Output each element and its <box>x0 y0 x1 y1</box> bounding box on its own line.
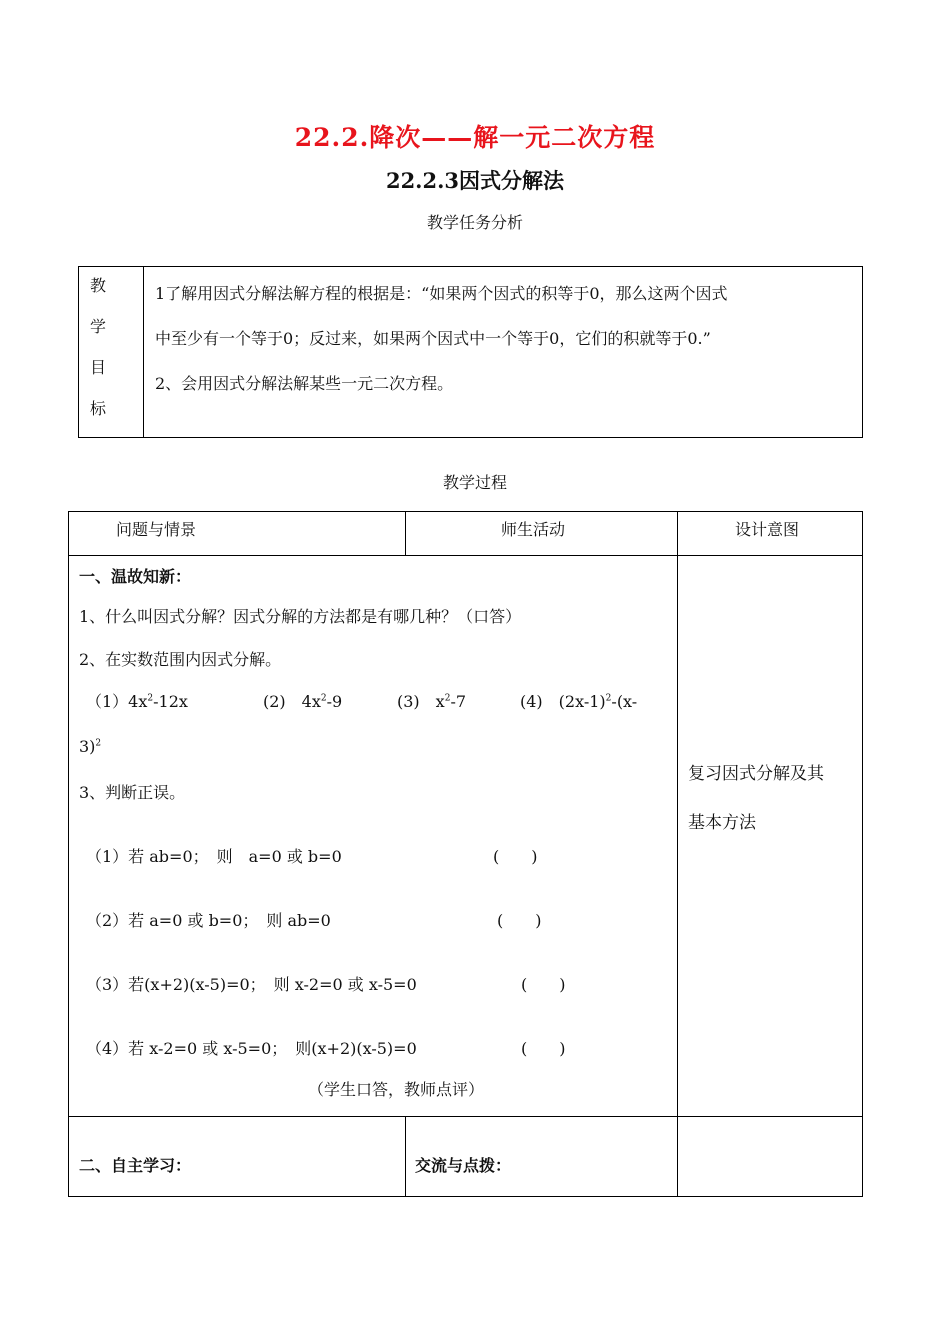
process-table <box>68 511 863 1197</box>
objectives-label <box>79 267 144 437</box>
section1-title: 一、温故知新： <box>79 567 192 586</box>
question-1: 1、什么叫因式分解？因式分解的方法都是有哪几种？（口答） <box>79 607 522 626</box>
expression-4: (4) $(2x-1)^2-(x-$ <box>520 692 638 711</box>
header-intent: 设计意图 <box>735 520 800 539</box>
lesson-subtitle: 22.2.3因式分解法 <box>385 168 565 193</box>
table-border <box>68 511 863 512</box>
task-analysis-caption: 教学任务分析 <box>426 213 523 232</box>
judgment-4: （4）若 x-2=0 或 x-5=0； 则(x+2)(x-5)=0 <box>86 1039 417 1058</box>
expression-3: (3) $x^2-7$ <box>397 692 467 711</box>
table-border <box>405 511 406 555</box>
objectives-table <box>78 266 863 438</box>
judgment-3: （3）若(x+2)(x-5)=0； 则 x-2=0 或 x-5=0 <box>86 975 417 994</box>
judgment-2: （2）若 a=0 或 b=0； 则 ab=0 <box>86 911 331 930</box>
objective-line: 1了解用因式分解法解方程的根据是：“如果两个因式的积等于0，那么这两个因式 <box>155 284 728 303</box>
lesson-title: 22.2.降次——解一元二次方程 <box>294 123 656 152</box>
table-border <box>405 1116 406 1197</box>
judgment-1-blank[interactable]: ( ) <box>493 847 538 866</box>
table-border <box>68 511 69 1197</box>
design-intent-line: 复习因式分解及其 <box>688 764 824 784</box>
table-border <box>862 511 863 1197</box>
expression-4-continued: 3)$^2$ <box>79 737 102 756</box>
judgment-3-blank[interactable]: ( ) <box>521 975 566 994</box>
header-problem: 问题与情景 <box>116 520 197 539</box>
process-caption: 教学过程 <box>442 473 507 492</box>
judgment-1: （1）若 ab=0； 则 a=0 或 b=0 <box>86 847 342 866</box>
judgment-4-blank[interactable]: ( ) <box>521 1039 566 1058</box>
question-3: 3、判断正误。 <box>79 783 186 802</box>
table-border <box>68 1116 863 1117</box>
question-2: 2、在实数范围内因式分解。 <box>79 650 282 669</box>
objectives-label-char: 学 <box>90 317 107 336</box>
judgment-2-blank[interactable]: ( ) <box>497 911 542 930</box>
expression-2: (2) $4x^2-9$ <box>263 692 343 711</box>
objective-line: 2、会用因式分解法解某些一元二次方程。 <box>155 374 454 393</box>
section2-title: 二、自主学习： <box>79 1156 192 1175</box>
table-border <box>68 555 863 556</box>
table-border <box>68 1196 863 1197</box>
design-intent-line: 基本方法 <box>688 813 756 833</box>
objectives-content <box>155 271 860 406</box>
objectives-label-char: 目 <box>90 358 107 377</box>
table-border <box>677 511 678 1197</box>
answer-note: （学生口答，教师点评） <box>308 1080 485 1099</box>
objectives-label-char: 教 <box>90 276 107 295</box>
objective-line: 中至少有一个等于0；反过来，如果两个因式中一个等于0，它们的积就等于0.” <box>155 329 711 348</box>
expression-1: $(1)4x^2-12x$ <box>86 692 188 711</box>
objectives-label-char: 标 <box>90 399 107 418</box>
section2-activity: 交流与点拨： <box>415 1156 512 1175</box>
header-activity: 师生活动 <box>501 520 566 539</box>
